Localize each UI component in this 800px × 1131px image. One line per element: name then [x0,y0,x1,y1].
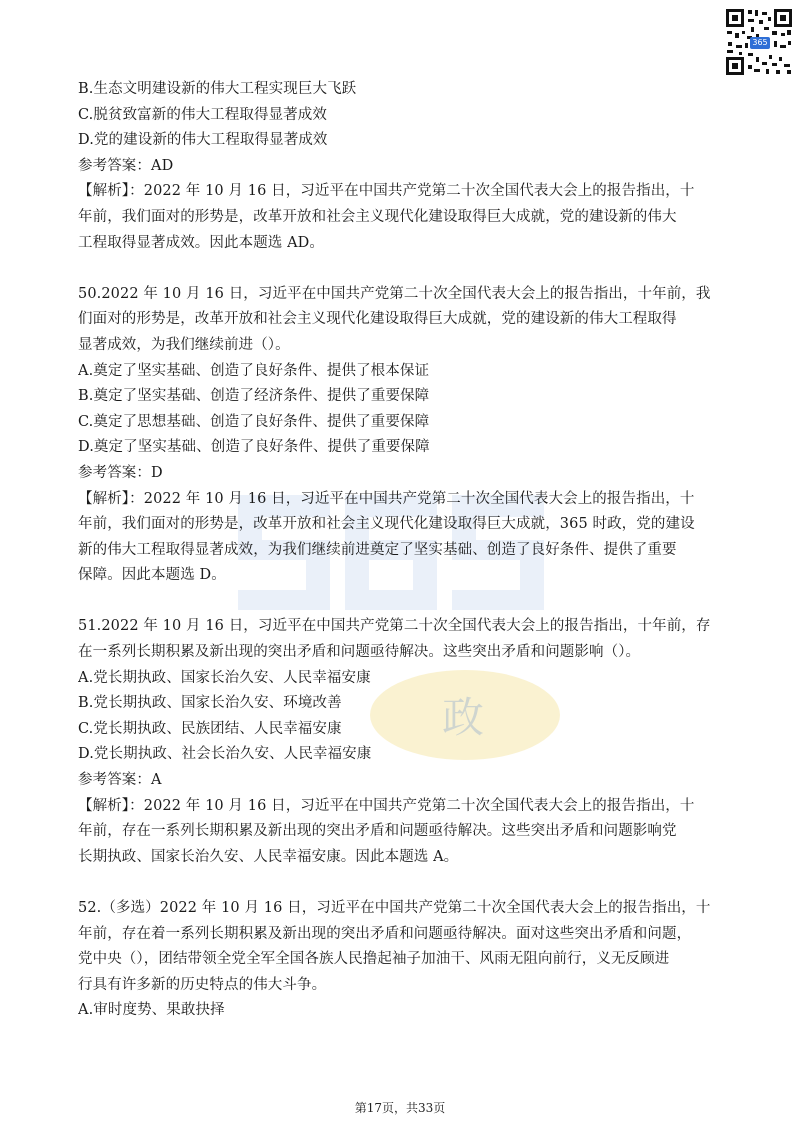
text-line: 50.2022 年 10 月 16 日，习近平在中国共产党第二十次全国代表大会上的报告指出，十年前，我 [78,285,711,302]
document-body [78,77,750,1024]
text-line: B.党长期执政、国家长治久安、环境改善 [78,695,342,712]
text-line: A.审时度势、果敢抉择 [78,1002,225,1019]
watermark-char: 政 [442,693,485,742]
text-line: 长期执政、国家长治久安、人民幸福安康。因此本题选 A。 [78,848,459,865]
text-line: 行具有许多新的历史特点的伟大斗争。 [78,976,327,993]
paragraph-gap [78,589,750,615]
text-line: 年前，存在着一系列长期积累及新出现的突出矛盾和问题亟待解决。面对这些突出矛盾和问题， [78,925,692,942]
text-line: 新的伟大工程取得显著成效，为我们继续前进奠定了坚实基础、创造了良好条件、提供了重要 [78,541,677,558]
text-line: D.党的建设新的伟大工程取得显著成效 [78,132,328,149]
text-line: 党中央（），团结带领全党全军全国各族人民撸起袖子加油干、风雨无阻向前行，义无反顾进 [78,951,670,968]
text-line: 年前，我们面对的形势是，改革开放和社会主义现代化建设取得巨大成就，党的建设新的伟大 [78,208,677,225]
text-line: 年前，存在一系列长期积累及新出现的突出矛盾和问题亟待解决。这些突出矛盾和问题影响党 [78,823,677,840]
text-line: 【解析】：2022 年 10 月 16 日，习近平在中国共产党第二十次全国代表大会上的报告指出，十 [78,183,695,200]
text-line: 显著成效，为我们继续前进（）。 [78,336,290,353]
page-footer: 第17页，共33页 [354,1101,446,1115]
text-line: 参考答案：D [78,464,163,481]
text-line: 们面对的形势是，改革开放和社会主义现代化建设取得巨大成就，党的建设新的伟大工程取得 [78,311,677,328]
paragraph-gap [78,870,750,896]
text-line: C.脱贫致富新的伟大工程取得显著成效 [78,106,327,123]
text-line: D.奠定了坚实基础、创造了良好条件、提供了重要保障 [78,439,430,456]
text-line: 工程取得显著成效。因此本题选 AD。 [78,234,325,251]
text-line: D.党长期执政、社会长治久安、人民幸福安康 [78,746,372,763]
text-line: 52.（多选）2022 年 10 月 16 日，习近平在中国共产党第二十次全国代表大会上的报告指出，十 [78,900,711,916]
text-line: B.生态文明建设新的伟大工程实现巨大飞跃 [78,81,357,97]
paragraph-gap [78,256,750,282]
text-line: 参考答案：A [78,772,162,789]
text-line: A.奠定了坚实基础、创造了良好条件、提供了根本保证 [78,362,430,379]
text-line: 在一系列长期积累及新出现的突出矛盾和问题亟待解决。这些突出矛盾和问题影响（）。 [78,644,641,661]
text-line: 51.2022 年 10 月 16 日，习近平在中国共产党第二十次全国代表大会上的报告指出，十年前，存 [78,618,711,635]
text-line: 【解析】：2022 年 10 月 16 日，习近平在中国共产党第二十次全国代表大会上的报告指出，十 [78,797,695,814]
text-line: 年前，我们面对的形势是，改革开放和社会主义现代化建设取得巨大成就，365 时政，党的建设 [78,516,695,533]
text-line: 参考答案：AD [78,157,174,174]
text-line: C.奠定了思想基础、创造了良好条件、提供了重要保障 [78,413,430,430]
text-line: B.奠定了坚实基础、创造了经济条件、提供了重要保障 [78,388,430,405]
text-line: 【解析】：2022 年 10 月 16 日，习近平在中国共产党第二十次全国代表大会上的报告指出，十 [78,490,695,507]
qr-badge: 365 [750,37,770,49]
text-line: 保障。因此本题选 D。 [78,567,226,584]
text-line: A.党长期执政、国家长治久安、人民幸福安康 [78,669,371,686]
text-line: C.党长期执政、民族团结、人民幸福安康 [78,720,342,737]
